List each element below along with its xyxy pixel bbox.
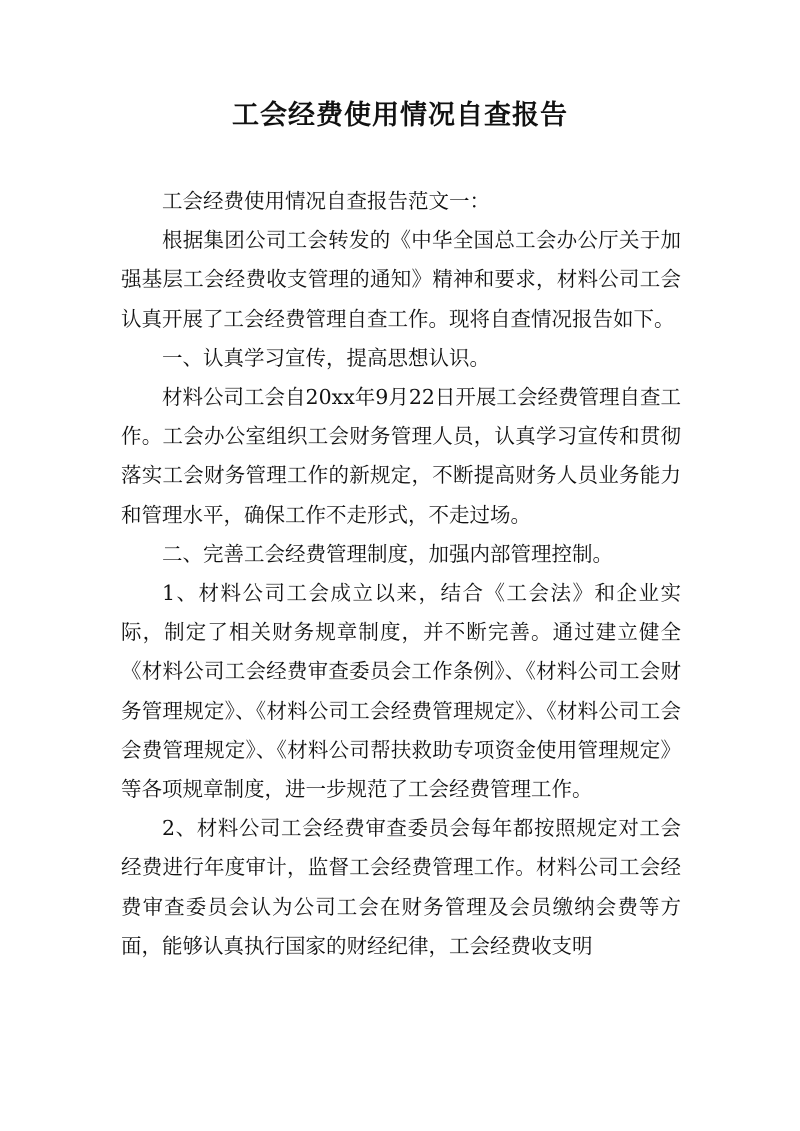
document-title: 工会经费使用情况自查报告 <box>232 100 568 131</box>
paragraph-background: 根据集团公司工会转发的《中华全国总工会办公厅关于加强基层工会经费收支管理的通知》精神和要求，材料公司工会认真开展了工会经费管理自查工作。现将自查情况报告如下。 <box>121 228 681 331</box>
section-heading-2: 二、完善工会经费管理制度，加强内部管理控制。 <box>162 541 613 566</box>
paragraph-section-1: 材料公司工会自20xx年9月22日开展工会经费管理自查工作。工会办公室组织工会财务管理人员，认真学习宣传和贯彻落实工会财务管理工作的新规定，不断提高财务人员业务能力和管理水平，确保工作不走形式，不走过场。 <box>121 385 681 527</box>
document-body <box>121 182 681 966</box>
paragraph-item-2: 2、材料公司工会经费审查委员会每年都按照规定对工会经费进行年度审计，监督工会经费管理工作。材料公司工会经费审查委员会认为公司工会在财务管理及会员缴纳会费等方面，能够认真执行国家的财经纪律，工会经费收支明 <box>121 816 681 958</box>
section-heading-1: 一、认真学习宣传，提高思想认识。 <box>162 345 490 370</box>
paragraph-intro: 工会经费使用情况自查报告范文一： <box>162 189 490 213</box>
paragraph-item-1: 1、材料公司工会成立以来，结合《工会法》和企业实际，制定了相关财务规章制度，并不断完善。通过建立健全《材料公司工会经费审查委员会工作条例》、《材料公司工会财务管理规定》、《材料公司工会经费管理规定》、《材料公司工会会费管理规定》、《材料公司帮扶救助专项资金使用管理规定》等各项规章制度，进一步规范了工会经费管理工作。 <box>121 581 681 802</box>
